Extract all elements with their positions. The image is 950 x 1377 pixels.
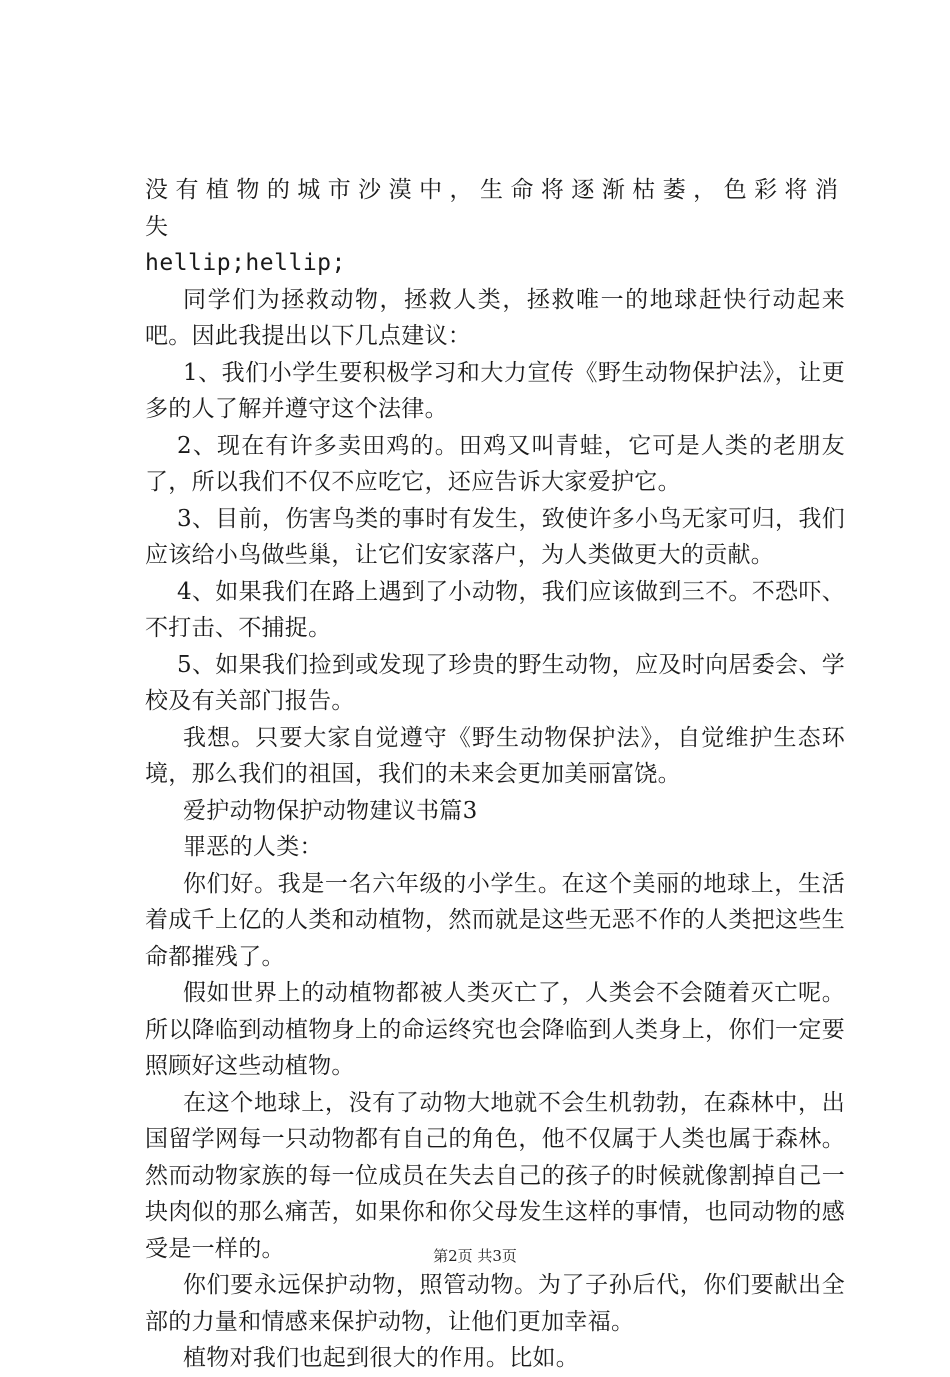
paragraph-1: 没有植物的城市沙漠中，生命将逐渐枯萎，色彩将消失: [145, 177, 845, 240]
paragraph-7: 4、如果我们在路上遇到了小动物，我们应该做到三不。不恐吓、不打击、不捕捉。: [145, 578, 845, 641]
paragraph-3: 同学们为拯救动物，拯救人类，拯救唯一的地球赶快行动起来吧。因此我提出以下几点建议：: [145, 286, 845, 349]
paragraph-8: 5、如果我们捡到或发现了珍贵的野生动物，应及时向居委会、学校及有关部门报告。: [145, 651, 845, 714]
paragraph-12: 你们好。我是一名六年级的小学生。在这个美丽的地球上，生活着成千上亿的人类和动植物，然而就是这些无恶不作的人类把这些生命都摧残了。: [145, 870, 845, 970]
salutation: 罪恶的人类：: [183, 834, 323, 860]
paragraph-16: 植物对我们也起到很大的作用。比如。: [183, 1345, 580, 1371]
document-body: [145, 172, 845, 1377]
paragraph-13: 假如世界上的动植物都被人类灭亡了，人类会不会随着灭亡呢。所以降临到动植物身上的命运终究也会降临到人类身上，你们一定要照顾好这些动植物。: [145, 980, 845, 1079]
section-heading: 爱护动物保护动物建议书篇3: [183, 797, 478, 824]
paragraph-2: hellip;hellip;: [145, 250, 346, 276]
page-footer: 第2页 共3页: [433, 1247, 517, 1265]
paragraph-9: 我想。只要大家自觉遵守《野生动物保护法》，自觉维护生态环境，那么我们的祖国，我们的未来会更加美丽富饶。: [145, 724, 845, 787]
paragraph-5: 2、现在有许多卖田鸡的。田鸡又叫青蛙，它可是人类的老朋友了，所以我们不仅不应吃它，还应告诉大家爱护它。: [145, 432, 845, 495]
paragraph-6: 3、目前，伤害鸟类的事时有发生，致使许多小鸟无家可归，我们应该给小鸟做些巢，让它们安家落户，为人类做更大的贡献。: [145, 505, 845, 568]
paragraph-14: 在这个地球上，没有了动物大地就不会生机勃勃，在森林中，出国留学网每一只动物都有自己的角色，他不仅属于人类也属于森林。然而动物家族的每一位成员在失去自己的孩子的时候就像割掉自己一块肉似的那么痛苦，如果你和你父母发生这样的事情，也同动物的感受是一样的。: [145, 1089, 845, 1262]
paragraph-15: 你们要永远保护动物，照管动物。为了子孙后代，你们要献出全部的力量和情感来保护动物，让他们更加幸福。: [145, 1272, 845, 1335]
paragraph-4: 1、我们小学生要积极学习和大力宣传《野生动物保护法》，让更多的人了解并遵守这个法律。: [145, 359, 845, 422]
